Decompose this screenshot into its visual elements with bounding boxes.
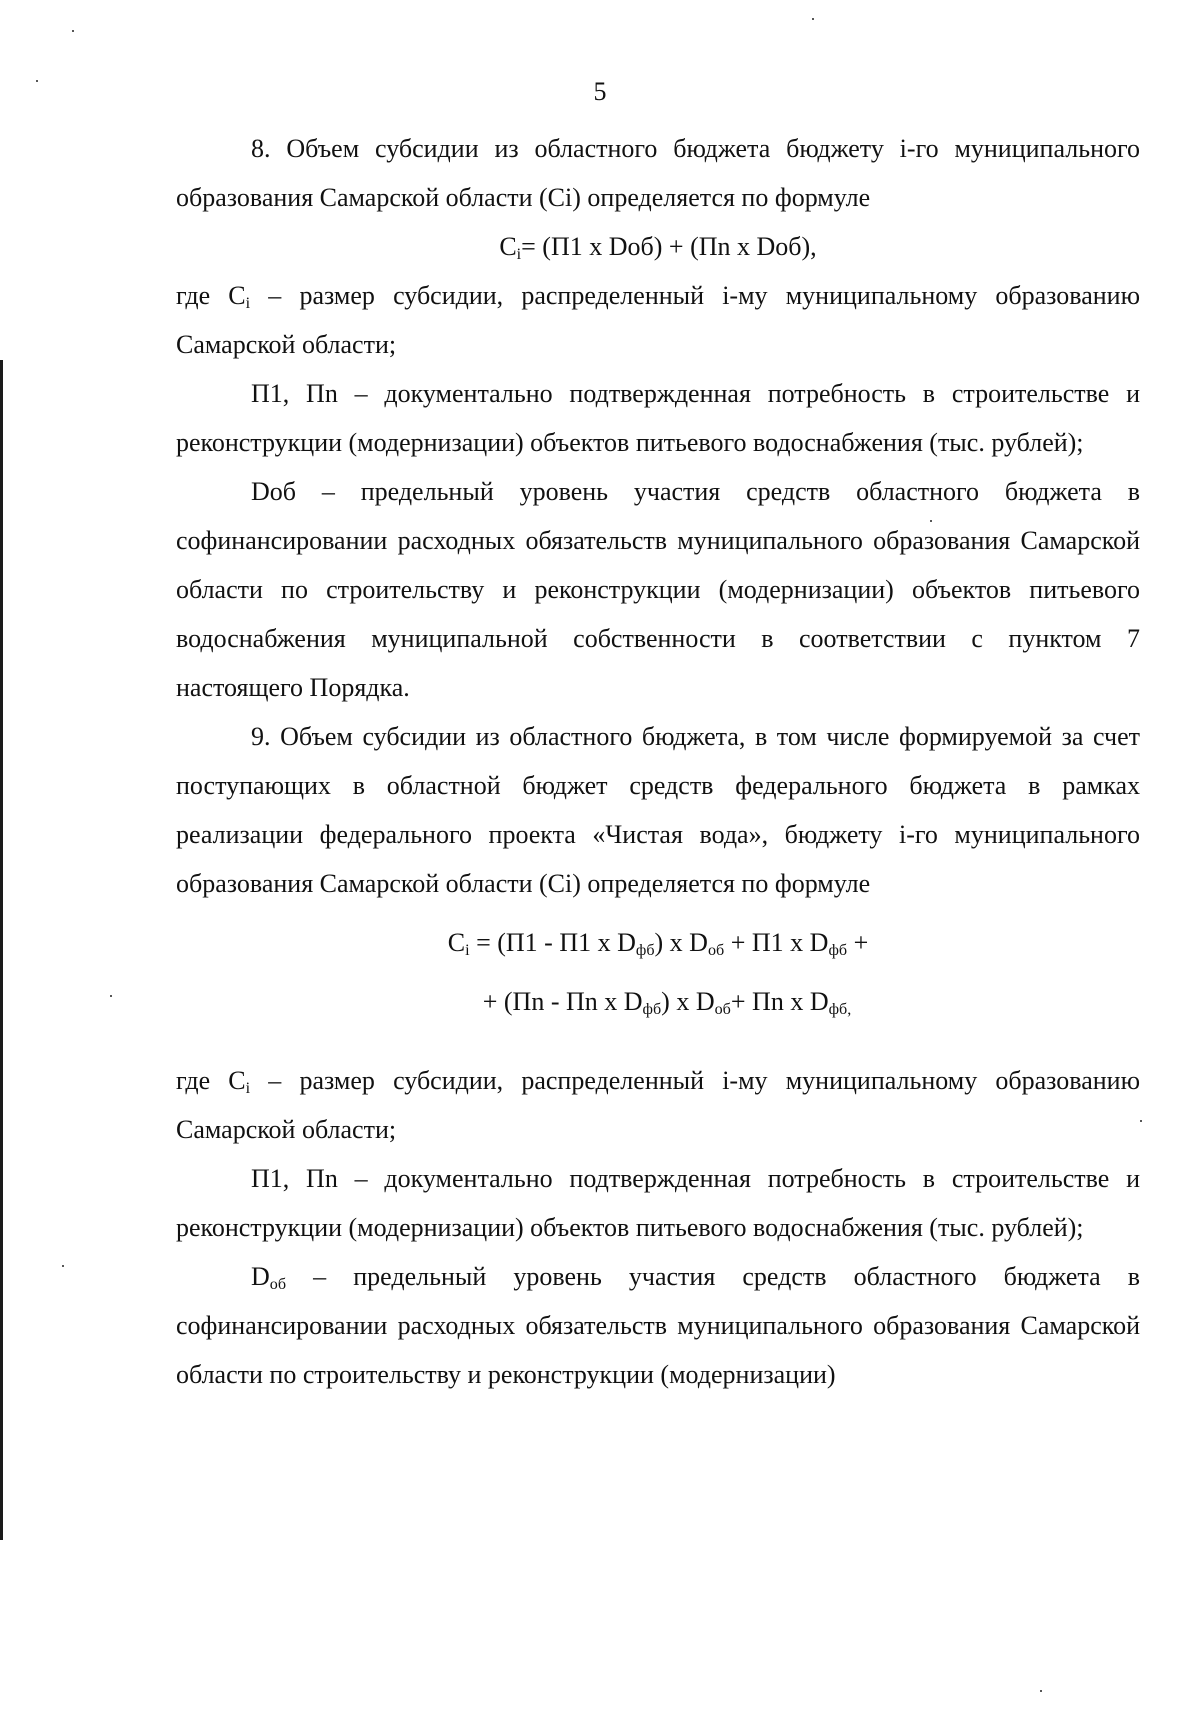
where-ci-sub-9: i	[245, 1080, 251, 1098]
scan-speck	[62, 1265, 64, 1267]
formula-9-l2-s1: фб	[642, 1001, 662, 1019]
page-number: 5	[593, 77, 607, 106]
scan-speck	[812, 18, 814, 20]
section-9-where-ci	[176, 1056, 1140, 1154]
formula-8-lhs-sub: i	[516, 246, 522, 264]
where-ci-rest-9: – размер субсидии, распределенный i-му муниципальному образованию Самарской области;	[176, 1066, 1140, 1144]
formula-9-line-2	[176, 977, 1140, 1026]
section-8-where-ci	[176, 271, 1140, 369]
where-ci-sub: i	[245, 295, 251, 313]
def-dob-symbol: D	[251, 1262, 270, 1291]
def-dob-sub: об	[269, 1276, 287, 1294]
scan-speck	[110, 995, 112, 997]
formula-9-l2-t2: ) х D	[661, 987, 715, 1016]
formula-9-l1-t1: = (П1 - П1 х D	[469, 928, 636, 957]
formula-9-c: C	[447, 928, 466, 957]
section-8-intro: 8. Объем субсидии из областного бюджета бюджету i-го муниципального образования Самарской области (Ci) определяется по формуле	[176, 134, 1140, 212]
scan-edge-shadow	[0, 360, 3, 1540]
scan-speck	[72, 30, 74, 32]
section-9-intro: 9. Объем субсидии из областного бюджета, в том числе формируемой за счет поступающих в областной бюджет средств федерального бюджета в рамках реализации федерального проекта «Чистая вода», бюджету i-го муниципального образования Самарской области (Ci) определяется по формуле	[176, 722, 1140, 898]
formula-9-l2-s2: об	[714, 1001, 731, 1019]
formula-8-lhs: C	[499, 232, 517, 261]
formula-9-l2-s3: фб,	[828, 1001, 852, 1019]
formula-9-l2-t1: + (Пn - Пn х D	[482, 987, 643, 1016]
section-8-def-p: П1, Пn – документально подтвержденная потребность в строительстве и реконструкции (модернизации) объектов питьевого водоснабжения (тыс. рублей);	[176, 379, 1140, 457]
formula-9-l1-s3: фб	[828, 942, 848, 960]
section-9-def-p: П1, Пn – документально подтвержденная потребность в строительстве и реконструкции (модернизации) объектов питьевого водоснабжения (тыс. рублей);	[176, 1164, 1140, 1242]
formula-9-l1-s1: фб	[635, 942, 655, 960]
formula-9-l1-s2: об	[707, 942, 725, 960]
formula-8-rhs: = (П1 х Dоб) + (Пn х Dоб),	[521, 232, 817, 261]
formula-9-l1-t4: +	[847, 928, 869, 957]
section-8-def-dob: Dоб – предельный уровень участия средств областного бюджета в софинансировании расходных обязательств муниципального образования Самарской области по строительству и реконструкции (модернизации) объектов питьевого водоснабжения муниципальной собственности в соответствии с пунктом 7 настоящего Порядка.	[176, 477, 1140, 702]
where-ci-prefix: где C	[176, 281, 246, 310]
document-body	[176, 124, 1140, 1399]
def-dob-text: – предельный уровень участия средств областного бюджета в софинансировании расходных обязательств муниципального образования Самарской области по строительству и реконструкции (модернизации)	[176, 1262, 1140, 1389]
formula-9-l1-t2: ) х D	[654, 928, 708, 957]
where-ci-rest: – размер субсидии, распределенный i-му муниципальному образованию Самарской области;	[176, 281, 1140, 359]
formula-9-line-1	[176, 918, 1140, 967]
scan-speck	[930, 520, 932, 522]
formula-8	[176, 222, 1140, 271]
where-ci-prefix-9: где C	[176, 1066, 246, 1095]
formula-9-l2-t3: + Пn х D	[730, 987, 829, 1016]
scan-speck	[1140, 1120, 1142, 1122]
formula-9-l1-t3: + П1 х D	[724, 928, 829, 957]
formula-9	[176, 918, 1140, 1026]
scan-speck	[1040, 1690, 1042, 1692]
section-9-def-dob	[176, 1252, 1140, 1399]
formula-9-c-sub: i	[465, 942, 470, 960]
scan-speck	[36, 80, 38, 82]
